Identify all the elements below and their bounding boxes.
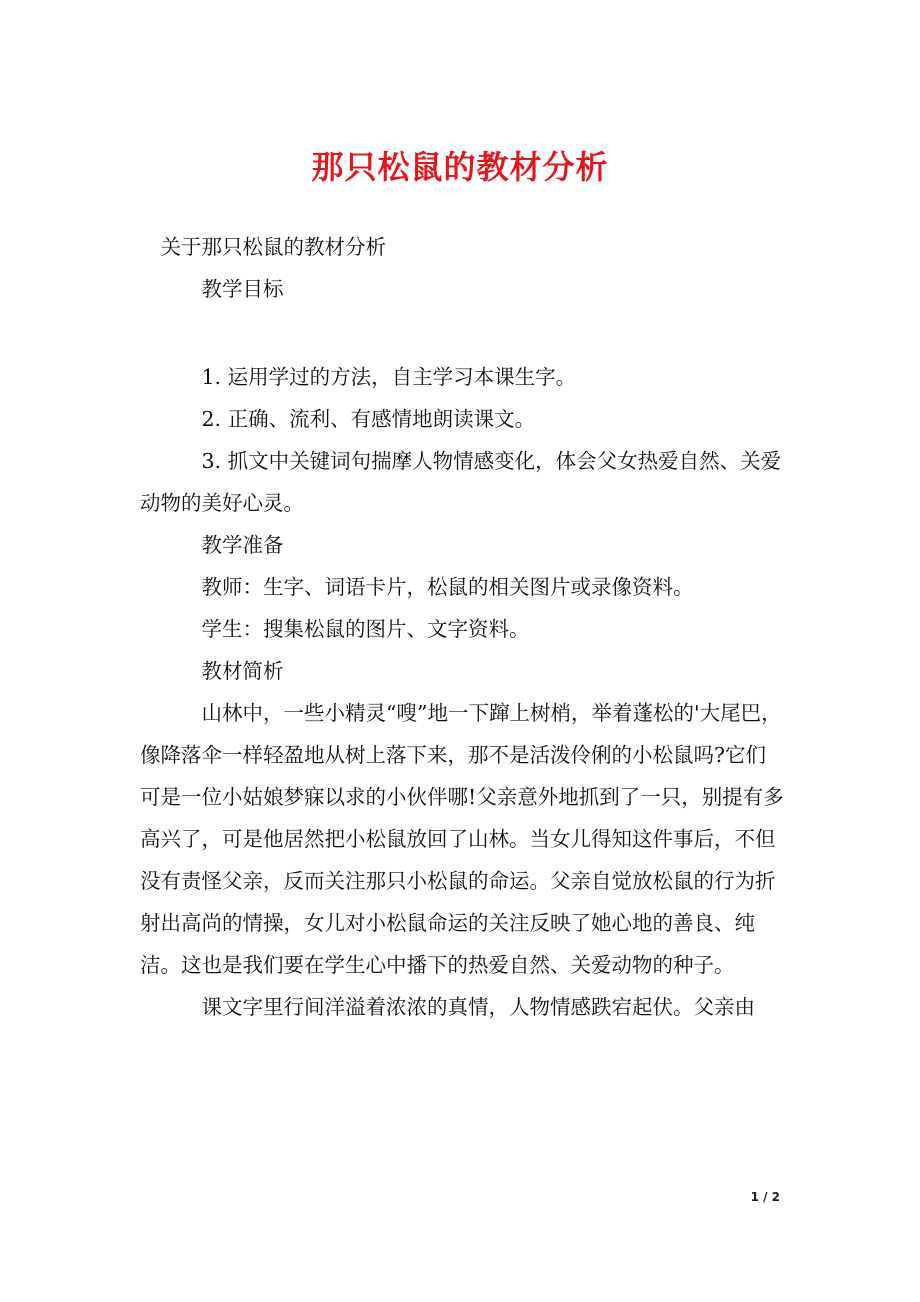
analysis-paragraph-1: 山林中，一些小精灵“嗖”地一下蹿上树梢，举着蓬松的'大尾巴，像降落伞一样轻盈地从树上落下来，那不是活泼伶俐的小松鼠吗?它们可是一位小姑娘梦寐以求的小伙伴哪!父亲意外地抓到了一只，别提有多高兴了，可是他居然把小松鼠放回了山林。当女儿得知这件事后，不但没有责怪父亲，反而关注那只小松鼠的命运。父亲自觉放松鼠的行为折射出高尚的情操，女儿对小松鼠命运的关注反映了她心地的善良、纯洁。这也是我们要在学生心中播下的热爱自然、关爱动物的种子。 bbox=[140, 701, 784, 977]
prep-student: 学生：搜集松鼠的图片、文字资料。 bbox=[201, 617, 530, 641]
analysis-heading: 教材简析 bbox=[201, 659, 284, 683]
spacer bbox=[140, 310, 785, 356]
document-title: 那只松鼠的教材分析 bbox=[311, 148, 609, 186]
prep-teacher: 教师：生字、词语卡片，松鼠的相关图片或录像资料。 bbox=[201, 575, 694, 599]
goal-item-1: 1. 运用学过的方法，自主学习本课生字。 bbox=[201, 365, 577, 389]
goals-heading: 教学目标 bbox=[201, 277, 284, 301]
prep-heading: 教学准备 bbox=[201, 533, 284, 557]
intro-line: 关于那只松鼠的教材分析 bbox=[160, 235, 386, 259]
goal-item-2: 2. 正确、流利、有感情地朗读课文。 bbox=[201, 407, 536, 431]
document-body bbox=[140, 226, 785, 1028]
goal-item-3: 3. 抓文中关键词句揣摩人物情感变化，体会父女热爱自然、关爱动物的美好心灵。 bbox=[140, 449, 782, 515]
analysis-paragraph-2: 课文字里行间洋溢着浓浓的真情，人物情感跌宕起伏。父亲由 bbox=[201, 995, 755, 1019]
page-number: 1 / 2 bbox=[750, 1190, 780, 1204]
